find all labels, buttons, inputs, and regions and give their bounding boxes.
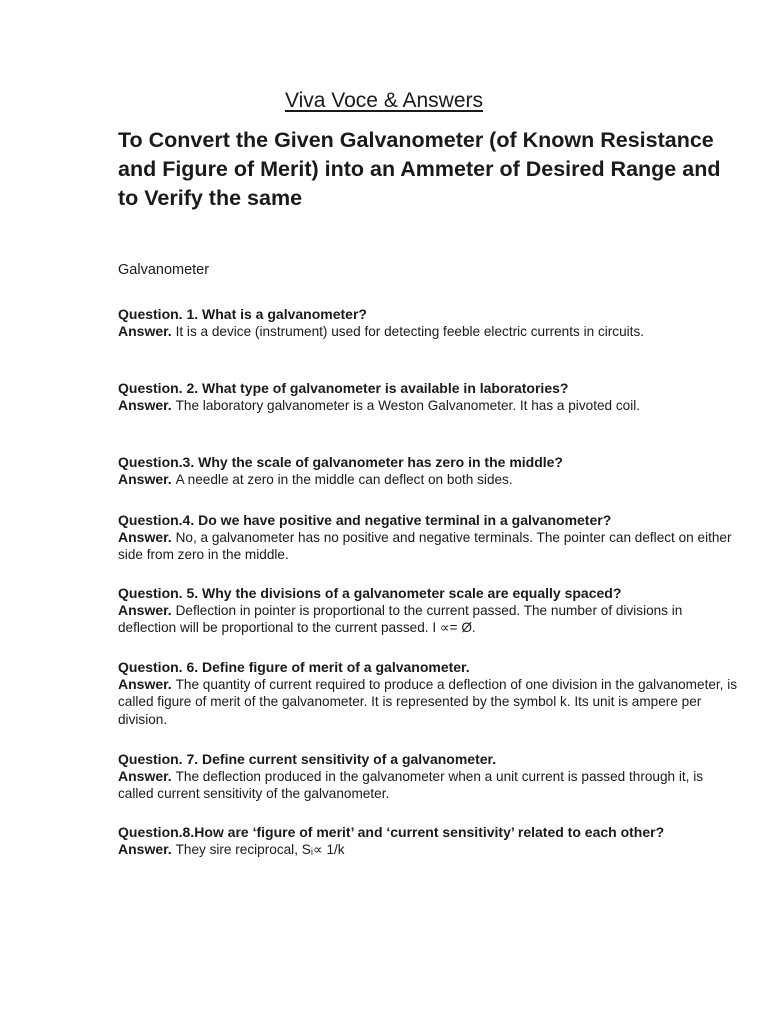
answer-label: Answer. [118,675,176,692]
qa-item-3 [118,454,738,488]
answer-text: The laboratory galvanometer is a Weston Galvanometer. It has a pivoted coil. [175,397,641,413]
answer-label: Answer. [118,767,176,784]
answer-text: The quantity of current required to produce a deflection of one division in the galvanometer, is called figure of merit of the galvanometer. It is represented by the symbol k. Its unit is ampere per division. [118,676,738,727]
qa-item-8 [118,824,738,858]
question-text: Question. 5. Why the divisions of a galvanometer scale are equally spaced? [118,585,622,601]
qa-item-6 [118,659,738,728]
document-heading: Viva Voce & Answers [284,89,484,112]
answer-label: Answer. [118,840,176,857]
answer-label: Answer. [118,470,176,487]
section-label: Galvanometer [118,262,210,278]
question-text: Question. 6. Define figure of merit of a galvanometer. [118,659,470,675]
answer-text: It is a device (instrument) used for detecting feeble electric currents in circuits. [175,323,645,339]
qa-item-1 [118,306,738,340]
question-text: Question. 1. What is a galvanometer? [118,306,367,322]
answer-label: Answer. [118,396,176,413]
question-text: Question. 2. What type of galvanometer is available in laboratories? [118,380,569,396]
answer-text: No, a galvanometer has no positive and negative terminals. The pointer can deflect on either side from zero in the middle. [118,529,732,562]
qa-item-7 [118,751,738,803]
answer-label: Answer. [118,528,176,545]
question-text: Question.8.How are ‘figure of merit’ and ‘current sensitivity’ related to each other? [118,824,665,840]
question-text: Question. 7. Define current sensitivity of a galvanometer. [118,751,497,767]
answer-text: Deflection in pointer is proportional to the current passed. The number of divisions in deflection will be proportional to the current passed. I ∝= Ø. [118,602,683,635]
document-title: To Convert the Given Galvanometer (of Known Resistance and Figure of Merit) into an Ammeter of Desired Range and to Verify the same [118,128,721,210]
qa-item-5 [118,585,738,637]
answer-text: The deflection produced in the galvanometer when a unit current is passed through it, is called current sensitivity of the galvanometer. [118,768,704,801]
answer-text: They sire reciprocal, Sᵢ∝ 1/k [175,841,345,857]
qa-item-4 [118,512,738,564]
answer-label: Answer. [118,322,176,339]
answer-label: Answer. [118,601,176,618]
question-text: Question.3. Why the scale of galvanometer has zero in the middle? [118,454,563,470]
qa-item-2 [118,380,738,414]
answer-text: A needle at zero in the middle can deflect on both sides. [175,471,513,487]
question-text: Question.4. Do we have positive and negative terminal in a galvanometer? [118,512,612,528]
